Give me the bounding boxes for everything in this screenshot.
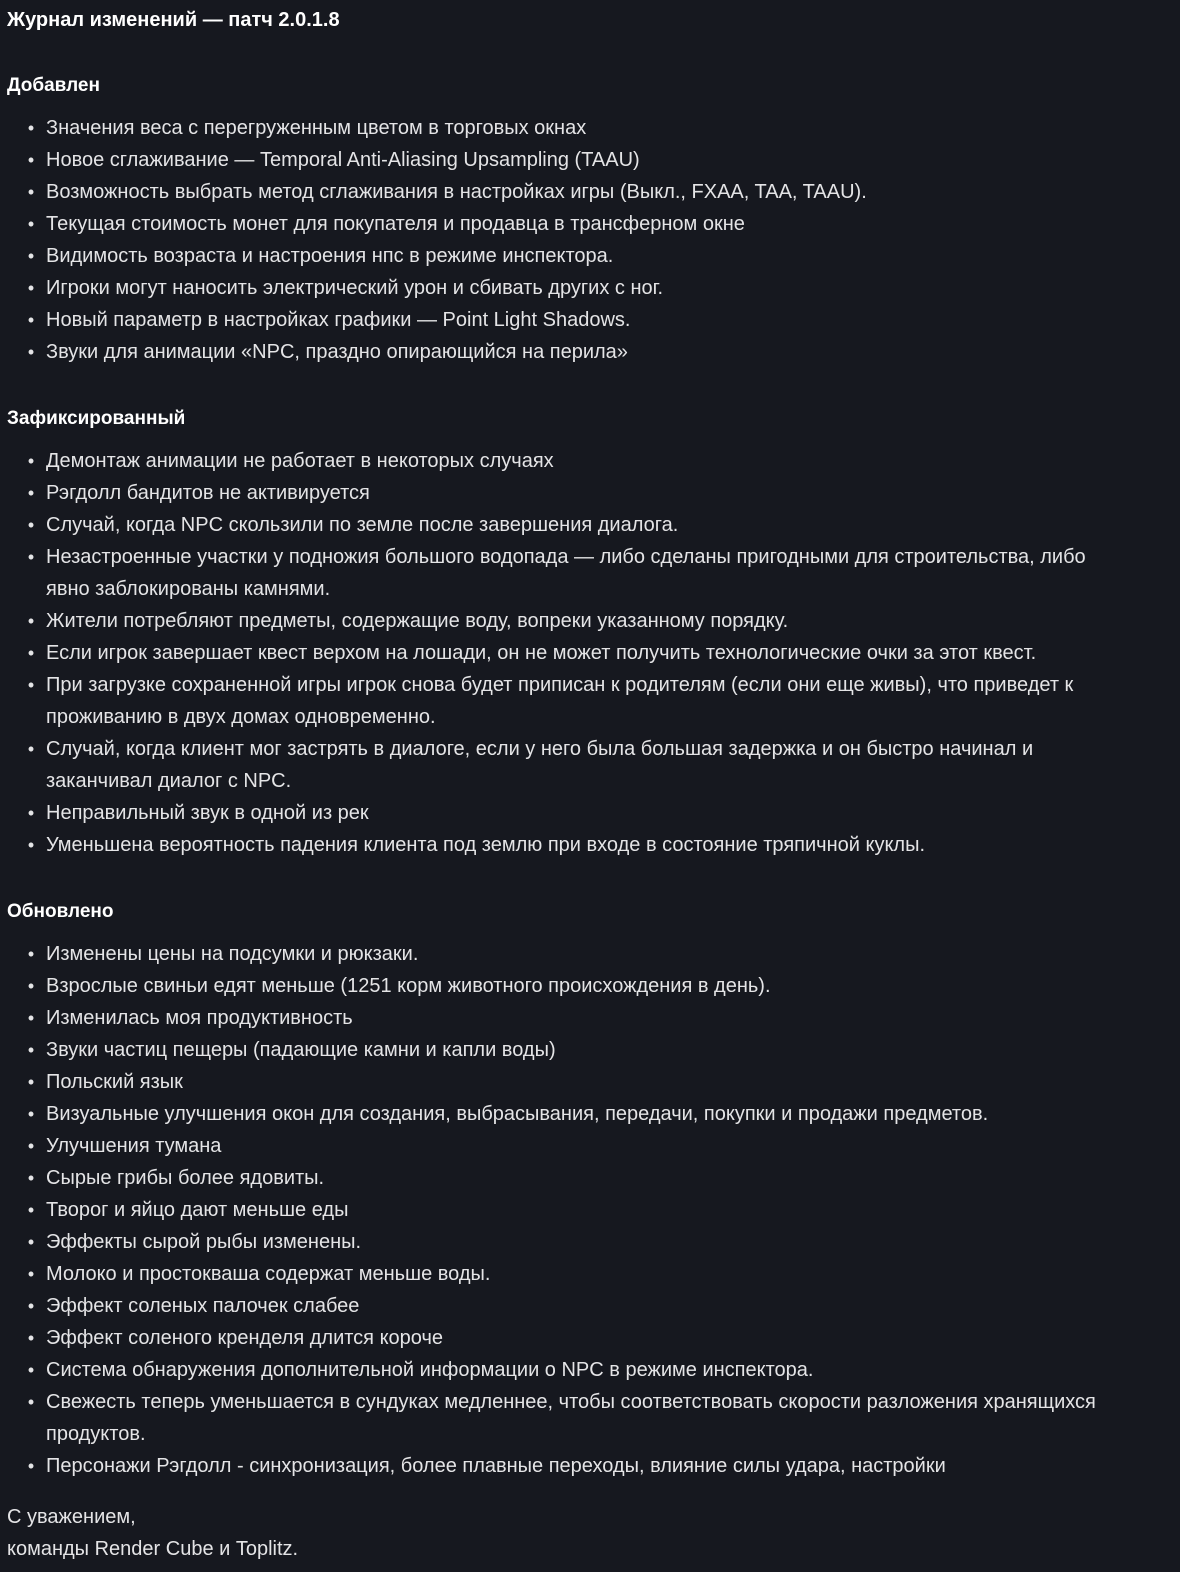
- list-item: [0, 1290, 1180, 1322]
- list-item: [0, 938, 1180, 970]
- list-item: [0, 1354, 1180, 1386]
- list-item: [0, 176, 1180, 208]
- list-updated: [0, 938, 1180, 1482]
- list-item: [0, 1066, 1180, 1098]
- bullet-icon: •: [27, 118, 35, 138]
- list-item: [0, 733, 1180, 797]
- list-item-text: заканчивал диалог с NPC.: [46, 770, 292, 792]
- list-item-text: Случай, когда клиент мог застрять в диалоге, если у него была большая задержка и он быстро начинал и: [46, 738, 1034, 760]
- list-item-text: Новое сглаживание — Temporal Anti-Aliasing Upsampling (TAAU): [46, 149, 640, 171]
- list-item: [0, 1162, 1180, 1194]
- list-item: [0, 1034, 1180, 1066]
- list-item-text: Рэгдолл бандитов не активируется: [46, 482, 370, 504]
- list-item-text: явно заблокированы камнями.: [46, 578, 331, 600]
- list-item: [0, 1386, 1180, 1450]
- page-title: Журнал изменений — патч 2.0.1.8: [7, 9, 340, 31]
- list-item: [0, 1258, 1180, 1290]
- list-item: [0, 970, 1180, 1002]
- list-item-text: Незастроенные участки у подножия большого водопада — либо сделаны пригодными для строительства, либо: [46, 546, 1086, 568]
- list-item-text: Демонтаж анимации не работает в некоторых случаях: [46, 450, 554, 472]
- list-item-text: Новый параметр в настройках графики — Point Light Shadows.: [46, 309, 631, 331]
- list-item-text: Улучшения тумана: [46, 1135, 222, 1157]
- bullet-icon: •: [27, 278, 35, 298]
- list-item-text: Эффект соленого кренделя длится короче: [46, 1327, 444, 1349]
- bullet-icon: •: [27, 1328, 35, 1348]
- bullet-icon: •: [27, 1232, 35, 1252]
- list-item-text: Текущая стоимость монет для покупателя и продавца в трансферном окне: [46, 213, 745, 235]
- list-item-text: Значения веса с перегруженным цветом в торговых окнах: [46, 117, 587, 139]
- list-item: [0, 509, 1180, 541]
- bullet-icon: •: [27, 1296, 35, 1316]
- bullet-icon: •: [27, 310, 35, 330]
- bullet-icon: •: [27, 547, 35, 567]
- list-item: [0, 1226, 1180, 1258]
- bullet-icon: •: [27, 1104, 35, 1124]
- list-item-text: Взрослые свиньи едят меньше (1251 корм животного происхождения в день).: [46, 975, 771, 997]
- list-item-text: Польский язык: [46, 1071, 183, 1093]
- signoff-team: команды Render Cube и Toplitz.: [7, 1538, 299, 1560]
- list-item-text: продуктов.: [46, 1423, 146, 1445]
- list-item-text: Сырые грибы более ядовиты.: [46, 1167, 325, 1189]
- list-item-text: Изменены цены на подсумки и рюкзаки.: [46, 943, 419, 965]
- list-item-text: Игроки могут наносить электрический урон и сбивать других с ног.: [46, 277, 664, 299]
- list-item: [0, 445, 1180, 477]
- bullet-icon: •: [27, 944, 35, 964]
- list-item: [0, 144, 1180, 176]
- list-item-text: Система обнаружения дополнительной информации о NPC в режиме инспектора.: [46, 1359, 814, 1381]
- list-item-text: Возможность выбрать метод сглаживания в настройках игры (Выкл., FXAA, TAA, TAAU).: [46, 181, 867, 203]
- bullet-icon: •: [27, 150, 35, 170]
- list-item-text: Звуки частиц пещеры (падающие камни и капли воды): [46, 1039, 556, 1061]
- list-item-text: Уменьшена вероятность падения клиента под землю при входе в состояние тряпичной куклы.: [46, 834, 926, 856]
- bullet-icon: •: [27, 675, 35, 695]
- bullet-icon: •: [27, 1040, 35, 1060]
- bullet-icon: •: [27, 1072, 35, 1092]
- bullet-icon: •: [27, 1264, 35, 1284]
- list-item: [0, 1322, 1180, 1354]
- bullet-icon: •: [27, 803, 35, 823]
- bullet-icon: •: [27, 1360, 35, 1380]
- bullet-icon: •: [27, 342, 35, 362]
- list-item-text: Видимость возраста и настроения нпс в режиме инспектора.: [46, 245, 614, 267]
- list-item: [0, 208, 1180, 240]
- list-item: [0, 1450, 1180, 1482]
- list-item-text: Персонажи Рэгдолл - синхронизация, более плавные переходы, влияние силы удара, настройки: [46, 1455, 946, 1477]
- list-item-text: Эффекты сырой рыбы изменены.: [46, 1231, 362, 1253]
- list-item: [0, 541, 1180, 605]
- list-item-text: Изменилась моя продуктивность: [46, 1007, 353, 1029]
- bullet-icon: •: [27, 1008, 35, 1028]
- bullet-icon: •: [27, 182, 35, 202]
- list-item: [0, 1130, 1180, 1162]
- list-item: [0, 304, 1180, 336]
- list-item-text: Визуальные улучшения окон для создания, выбрасывания, передачи, покупки и продажи предметов.: [46, 1103, 989, 1125]
- bullet-icon: •: [27, 739, 35, 759]
- list-item: [0, 112, 1180, 144]
- list-item: [0, 1002, 1180, 1034]
- list-item: [0, 1098, 1180, 1130]
- list-item: [0, 1194, 1180, 1226]
- list-item-text: проживанию в двух домах одновременно.: [46, 706, 436, 728]
- bullet-icon: •: [27, 214, 35, 234]
- bullet-icon: •: [27, 835, 35, 855]
- bullet-icon: •: [27, 1168, 35, 1188]
- list-item-text: Если игрок завершает квест верхом на лошади, он не может получить технологические очки за этот квест.: [46, 642, 1037, 664]
- section-heading-added: Добавлен: [7, 75, 100, 96]
- bullet-icon: •: [27, 1392, 35, 1412]
- section-heading-fixed: Зафиксированный: [7, 408, 186, 429]
- list-fixed: [0, 445, 1180, 861]
- bullet-icon: •: [27, 1136, 35, 1156]
- list-item-text: Жители потребляют предметы, содержащие воду, вопреки указанному порядку.: [46, 610, 789, 632]
- list-item-text: При загрузке сохраненной игры игрок снова будет приписан к родителям (если они еще живы), что приведет к: [46, 674, 1074, 696]
- bullet-icon: •: [27, 643, 35, 663]
- list-item-text: Свежесть теперь уменьшается в сундуках медленнее, чтобы соответствовать скорости разложения хранящихся: [46, 1391, 1096, 1413]
- bullet-icon: •: [27, 483, 35, 503]
- bullet-icon: •: [27, 1200, 35, 1220]
- bullet-icon: •: [27, 451, 35, 471]
- bullet-icon: •: [27, 1456, 35, 1476]
- list-item: [0, 336, 1180, 368]
- list-item: [0, 797, 1180, 829]
- list-item: [0, 477, 1180, 509]
- list-item-text: Случай, когда NPC скользили по земле после завершения диалога.: [46, 514, 679, 536]
- list-item-text: Творог и яйцо дают меньше еды: [46, 1199, 349, 1221]
- list-item: [0, 637, 1180, 669]
- list-item-text: Звуки для анимации «NPC, праздно опирающийся на перила»: [46, 341, 628, 363]
- list-item-text: Молоко и простокваша содержат меньше воды.: [46, 1263, 491, 1285]
- list-item: [0, 605, 1180, 637]
- bullet-icon: •: [27, 515, 35, 535]
- list-item-text: Эффект соленых палочек слабее: [46, 1295, 360, 1317]
- list-item: [0, 272, 1180, 304]
- list-item-text: Неправильный звук в одной из рек: [46, 802, 369, 824]
- list-added: [0, 112, 1180, 368]
- bullet-icon: •: [27, 976, 35, 996]
- bullet-icon: •: [27, 611, 35, 631]
- bullet-icon: •: [27, 246, 35, 266]
- signoff-greeting: С уважением,: [7, 1506, 136, 1528]
- list-item: [0, 240, 1180, 272]
- section-heading-updated: Обновлено: [7, 901, 114, 922]
- list-item: [0, 829, 1180, 861]
- list-item: [0, 669, 1180, 733]
